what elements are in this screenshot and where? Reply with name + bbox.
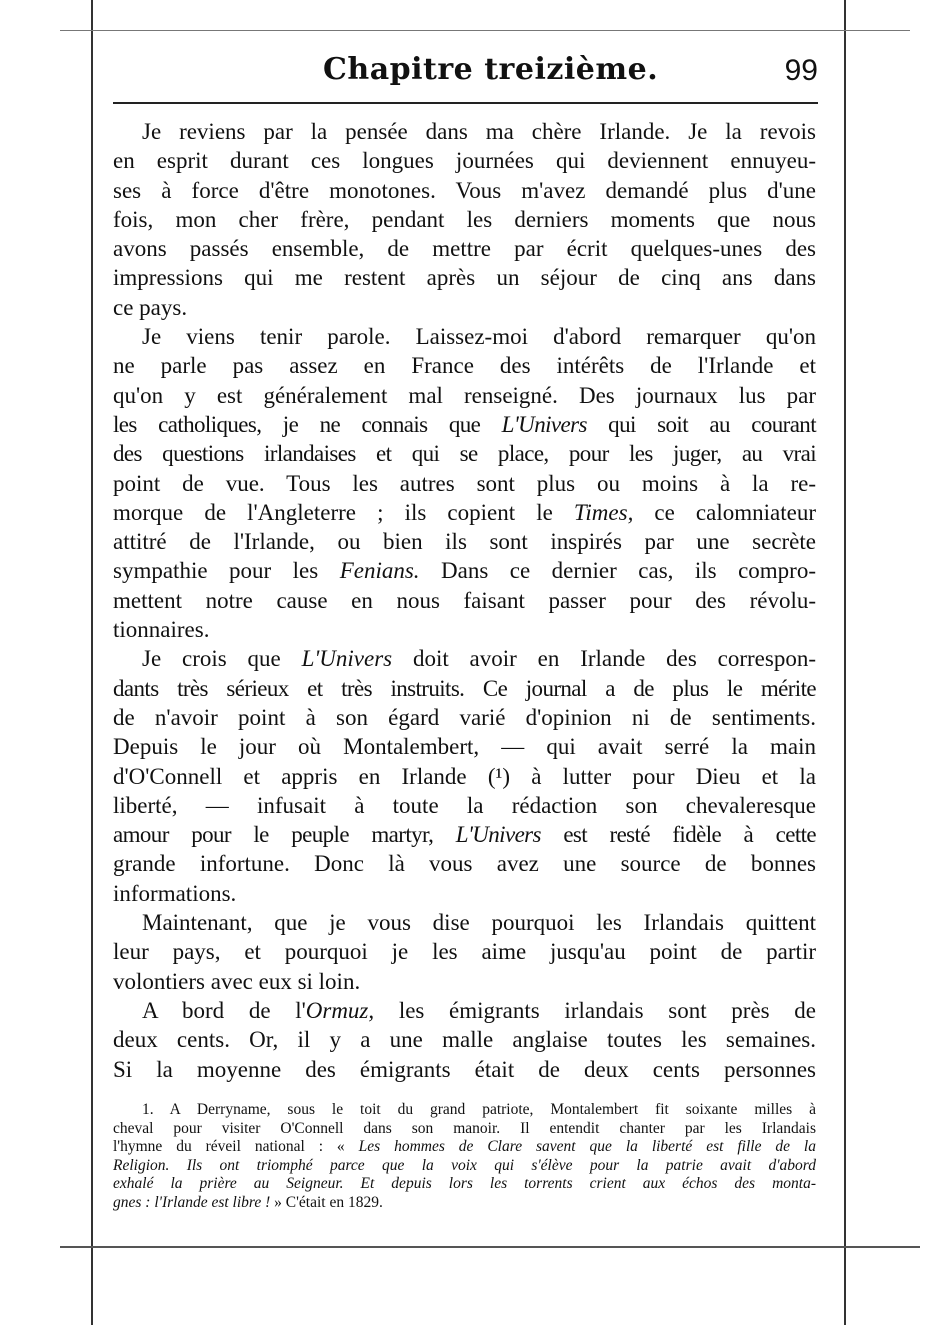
text-line (113, 410, 816, 439)
text-segment: ses à force d'être monotones. Vous m'avez demandé plus d'une (113, 177, 816, 203)
text-segment: morque de l'Angleterre ; ils copient le (113, 499, 574, 525)
text-segment: attitré de l'Irlande, ou bien ils sont inspirés par une secrète (113, 529, 816, 555)
text-segment: d'O'Connell et appris en Irlande (¹) à lutter pour Dieu et la (113, 763, 816, 789)
text-line (113, 674, 816, 703)
text-segment: les catholiques, je ne connais que (113, 411, 502, 437)
italic-text: L'Univers (455, 822, 541, 848)
text-line (113, 117, 816, 146)
text-line (113, 644, 816, 673)
italic-text: L'Univers (501, 411, 587, 437)
text-line (113, 176, 816, 205)
text-segment: de n'avoir point à son égard varié d'opinion ni de sentiments. (113, 704, 816, 730)
text-line (113, 381, 816, 410)
text-segment: Depuis le jour où Montalembert, — qui avait serré la main (113, 734, 816, 760)
text-segment: Je crois que (142, 646, 302, 672)
text-line (113, 439, 816, 468)
text-segment: leur pays, et pourquoi je les aime jusqu'au point de partir (113, 939, 816, 965)
scan-border-top (60, 30, 910, 31)
footnote-line (113, 1101, 816, 1120)
text-line (113, 293, 816, 322)
text-segment: A bord de l' (142, 997, 306, 1023)
text-line (113, 996, 816, 1025)
text-line (113, 732, 816, 761)
text-segment: Dans ce dernier cas, ils compro- (419, 558, 816, 584)
text-segment: l'hymne du réveil national : « (113, 1138, 359, 1156)
italic-text: Ormuz, (305, 997, 375, 1023)
text-line (113, 527, 816, 556)
text-segment: en esprit durant ces longues journées qui deviennent ennuyeu- (113, 148, 816, 174)
footnote-line (113, 1138, 816, 1157)
italic-text: exhalé la prière au Seigneur. Et depuis lors les torrents crient aux échos des monta- (113, 1175, 816, 1193)
text-segment: 1. A Derryname, sous le toit du grand patriote, Montalembert fit soixante milles à (142, 1101, 816, 1118)
scan-border-left (91, 0, 93, 1325)
running-header (113, 48, 818, 98)
text-segment: ne parle pas assez en France des intérêts de l'Irlande et (113, 353, 816, 379)
header-rule (113, 102, 818, 104)
text-line (113, 586, 816, 615)
text-segment: les émigrants irlandais sont près de (374, 997, 816, 1023)
text-line (113, 146, 816, 175)
text-line (113, 937, 816, 966)
italic-text: Les hommes de Clare savent que la liberté est fille de la (358, 1138, 816, 1156)
italic-text: L'Univers (301, 646, 393, 672)
text-segment: qui soit au courant (586, 411, 817, 437)
body-text (113, 117, 816, 1084)
text-segment: impressions qui me restent après un séjour de cinq ans dans (113, 265, 816, 291)
text-line (113, 351, 816, 380)
text-segment: est resté fidèle à cette (540, 822, 817, 848)
text-segment: Si la moyenne des émigrants était de deux cents personnes (113, 1056, 816, 1082)
text-segment: dants très sérieux et très instruits. Ce journal a de plus le mérite (113, 675, 816, 701)
text-line (113, 498, 816, 527)
footnote-line (113, 1157, 816, 1176)
text-line (113, 1025, 816, 1054)
text-segment: » C'était en 1829. (270, 1193, 383, 1211)
text-segment: informations. (113, 880, 237, 906)
text-segment: avons passés ensemble, de mettre par écrit quelques-unes des (113, 236, 816, 262)
text-line (113, 879, 816, 908)
text-segment: grande infortune. Donc là vous avez une source de bonnes (113, 851, 816, 877)
text-segment: tionnaires. (113, 617, 210, 643)
text-line (113, 908, 816, 937)
text-line (113, 703, 816, 732)
text-line (113, 469, 816, 498)
text-line (113, 967, 816, 996)
text-line (113, 234, 816, 263)
text-segment: point de vue. Tous les autres sont plus ou moins à la re- (113, 470, 816, 496)
text-line (113, 205, 816, 234)
text-line (113, 762, 816, 791)
italic-text: Religion. Ils ont triomphé parce que la voix qui s'élève pour la patrie avait d'abord (113, 1156, 816, 1174)
footnote (113, 1101, 816, 1213)
text-segment: sympathie pour les (113, 558, 340, 584)
text-segment: des questions irlandaises et qui se place, pour les juger, au vrai (113, 441, 816, 467)
scan-border-right (844, 0, 846, 1325)
text-line (113, 820, 816, 849)
text-line (113, 322, 816, 351)
text-segment: ce calomniateur (633, 499, 816, 525)
text-line (113, 791, 816, 820)
text-line (113, 1055, 816, 1084)
text-segment: ce pays. (113, 294, 188, 320)
text-line (113, 849, 816, 878)
chapter-title: Chapitre treizième. (323, 52, 659, 87)
text-line (113, 263, 816, 292)
italic-text: Fenians. (339, 558, 420, 584)
text-segment: amour pour le peuple martyr, (113, 822, 456, 848)
footnote-line (113, 1175, 816, 1194)
italic-text: gnes : l'Irlande est libre ! (113, 1193, 271, 1211)
footnote-line (113, 1120, 816, 1139)
text-segment: fois, mon cher frère, pendant les derniers moments que nous (113, 206, 816, 232)
text-segment: Je reviens par la pensée dans ma chère Irlande. Je la revois (142, 119, 816, 144)
text-segment: Maintenant, que je vous dise pourquoi les Irlandais quittent (142, 910, 816, 936)
text-segment: deux cents. Or, il y a une malle anglaise toutes les semaines. (113, 1027, 816, 1053)
text-segment: volontiers avec eux si loin. (113, 968, 361, 994)
scan-border-bottom (60, 1246, 920, 1248)
text-line (113, 615, 816, 644)
text-line (113, 556, 816, 585)
italic-text: Times, (573, 499, 634, 525)
text-segment: liberté, — infusait à toute la rédaction son chevaleresque (113, 792, 816, 818)
text-segment: Je viens tenir parole. Laissez-moi d'abord remarquer qu'on (142, 324, 816, 350)
footnote-line (113, 1194, 816, 1213)
page-number: 99 (784, 54, 818, 87)
text-segment: doit avoir en Irlande des correspon- (392, 646, 816, 672)
text-segment: qu'on y est généralement mal renseigné. Des journaux lus par (113, 382, 816, 408)
text-segment: mettent notre cause en nous faisant passer pour des révolu- (113, 587, 816, 613)
text-segment: cheval pour visiter O'Connell dans son manoir. Il entendit chanter par les Irlandais (113, 1119, 816, 1137)
